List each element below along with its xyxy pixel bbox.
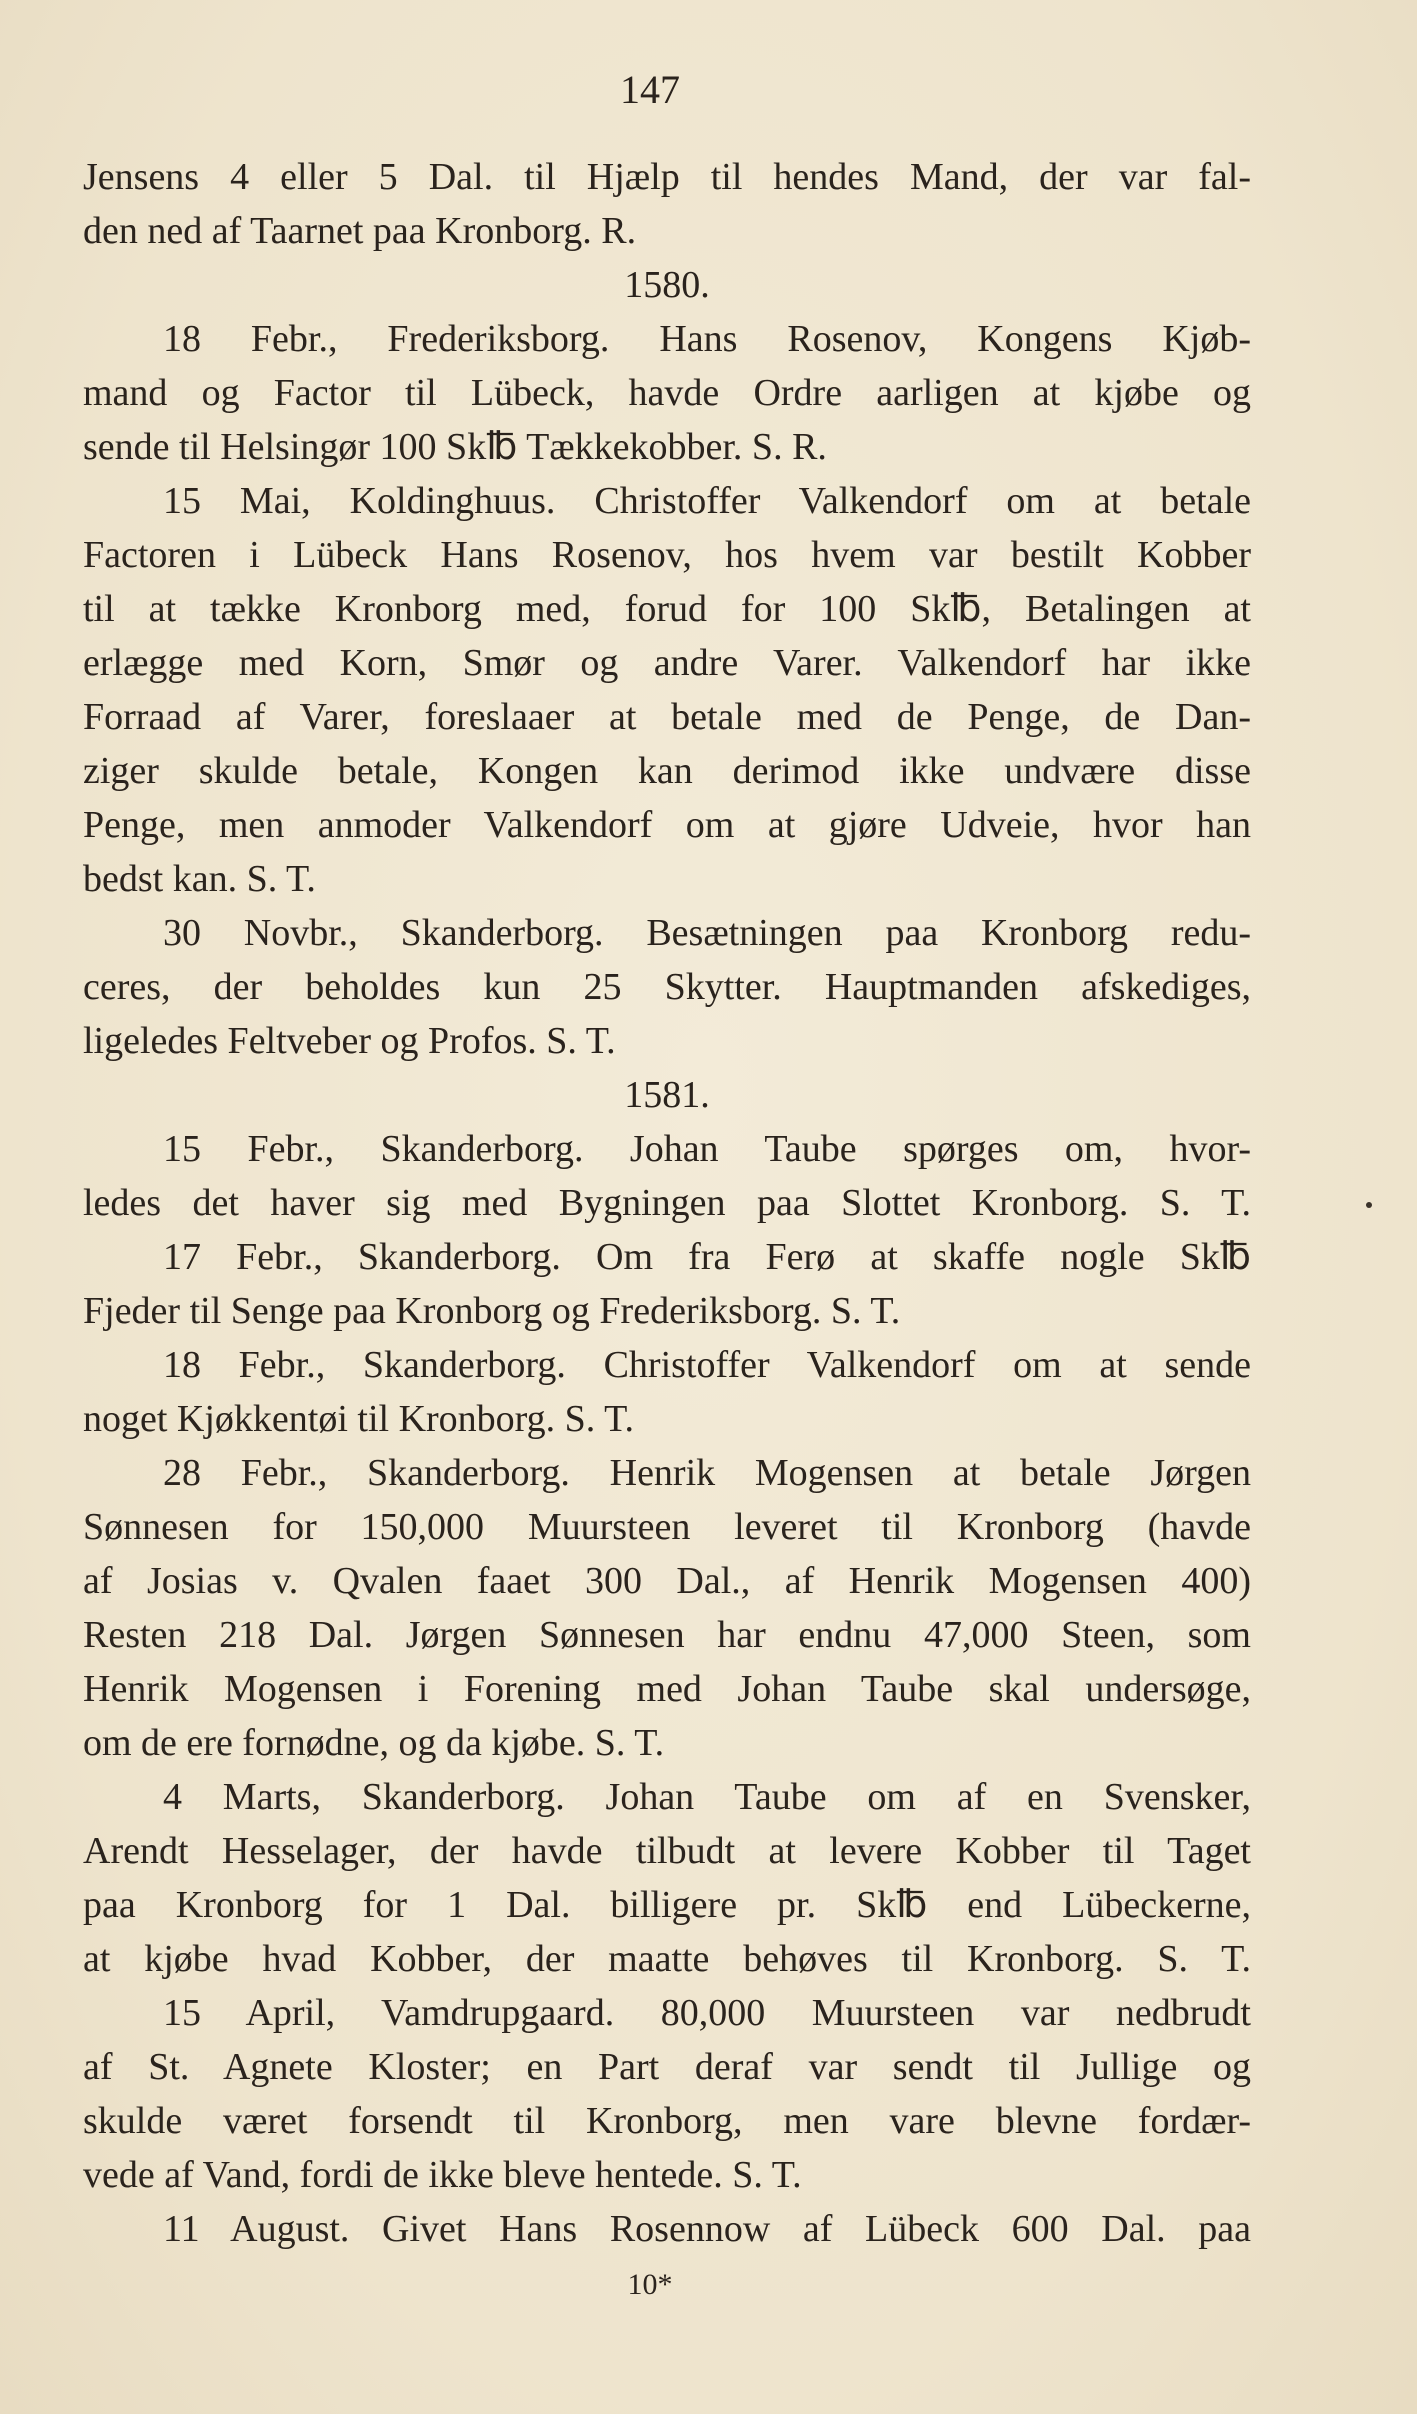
text-line: af St. Agnete Kloster; en Part deraf var sendt til Jullige og [83,2046,1251,2088]
text-line: at kjøbe hvad Kobber, der maatte behøves til Kronborg. S. T. [83,1938,1251,1980]
text-line: bedst kan. S. T. [83,858,316,900]
text-line: Arendt Hesselager, der havde tilbudt at levere Kobber til Taget [83,1830,1251,1872]
text-line: 15 Mai, Koldinghuus. Christoffer Valkendorf om at betale [163,480,1251,522]
text-line: Jensens 4 eller 5 Dal. til Hjælp til hendes Mand, der var fal- [83,156,1251,198]
text-line: ledes det haver sig med Bygningen paa Slottet Kronborg. S. T. [83,1182,1251,1224]
text-line: vede af Vand, fordi de ikke bleve hentede. S. T. [83,2154,802,2196]
margin-mark [1366,1202,1372,1208]
text-line: erlægge med Korn, Smør og andre Varer. Valkendorf har ikke [83,642,1251,684]
text-line: 18 Febr., Frederiksborg. Hans Rosenov, Kongens Kjøb- [163,318,1251,360]
text-line: 18 Febr., Skanderborg. Christoffer Valkendorf om at sende [163,1344,1251,1386]
text-line: Penge, men anmoder Valkendorf om at gjøre Udveie, hvor han [83,804,1251,846]
text-line: paa Kronborg for 1 Dal. billigere pr. Sk℔ end Lübeckerne, [83,1884,1251,1926]
text-line: til at tække Kronborg med, forud for 100 Sk℔, Betalingen at [83,588,1251,630]
text-line: 30 Novbr., Skanderborg. Besætningen paa Kronborg redu- [163,912,1251,954]
text-line: Forraad af Varer, foreslaaer at betale med de Penge, de Dan- [83,696,1251,738]
text-line: ligeledes Feltveber og Profos. S. T. [83,1020,616,1062]
text-line: 11 August. Givet Hans Rosennow af Lübeck 600 Dal. paa [163,2208,1251,2250]
text-line: 1581. [624,1074,710,1116]
text-line: den ned af Taarnet paa Kronborg. R. [83,210,637,252]
text-line: ziger skulde betale, Kongen kan derimod ikke undvære disse [83,750,1251,792]
text-line: Henrik Mogensen i Forening med Johan Taube skal undersøge, [83,1668,1251,1710]
body-text [83,150,1251,2256]
text-line: noget Kjøkkentøi til Kronborg. S. T. [83,1398,634,1440]
text-line: 1580. [624,264,710,306]
text-line: Sønnesen for 150,000 Muursteen leveret til Kronborg (havde [83,1506,1251,1548]
text-line: 15 April, Vamdrupgaard. 80,000 Muursteen var nedbrudt [163,1992,1251,2034]
text-line: Resten 218 Dal. Jørgen Sønnesen har endnu 47,000 Steen, som [83,1614,1251,1656]
text-line: sende til Helsingør 100 Sk℔ Tækkekobber. S. R. [83,426,827,468]
text-line: af Josias v. Qvalen faaet 300 Dal., af Henrik Mogensen 400) [83,1560,1251,1602]
text-line: Factoren i Lübeck Hans Rosenov, hos hvem var bestilt Kobber [83,534,1251,576]
text-line: skulde været forsendt til Kronborg, men vare blevne fordær- [83,2100,1251,2142]
text-line: 4 Marts, Skanderborg. Johan Taube om af en Svensker, [163,1776,1251,1818]
text-line: ceres, der beholdes kun 25 Skytter. Hauptmanden afskediges, [83,966,1251,1008]
text-line: 28 Febr., Skanderborg. Henrik Mogensen at betale Jørgen [163,1452,1251,1494]
text-line: Fjeder til Senge paa Kronborg og Frederiksborg. S. T. [83,1290,901,1332]
page-number: 147 [620,67,680,112]
text-line: 17 Febr., Skanderborg. Om fra Ferø at skaffe nogle Sk℔ [163,1236,1251,1278]
signature-mark: 10* [627,2268,673,2301]
text-line: mand og Factor til Lübeck, havde Ordre aarligen at kjøbe og [83,372,1251,414]
text-line: om de ere fornødne, og da kjøbe. S. T. [83,1722,665,1764]
text-line: 15 Febr., Skanderborg. Johan Taube spørges om, hvor- [163,1128,1251,1170]
